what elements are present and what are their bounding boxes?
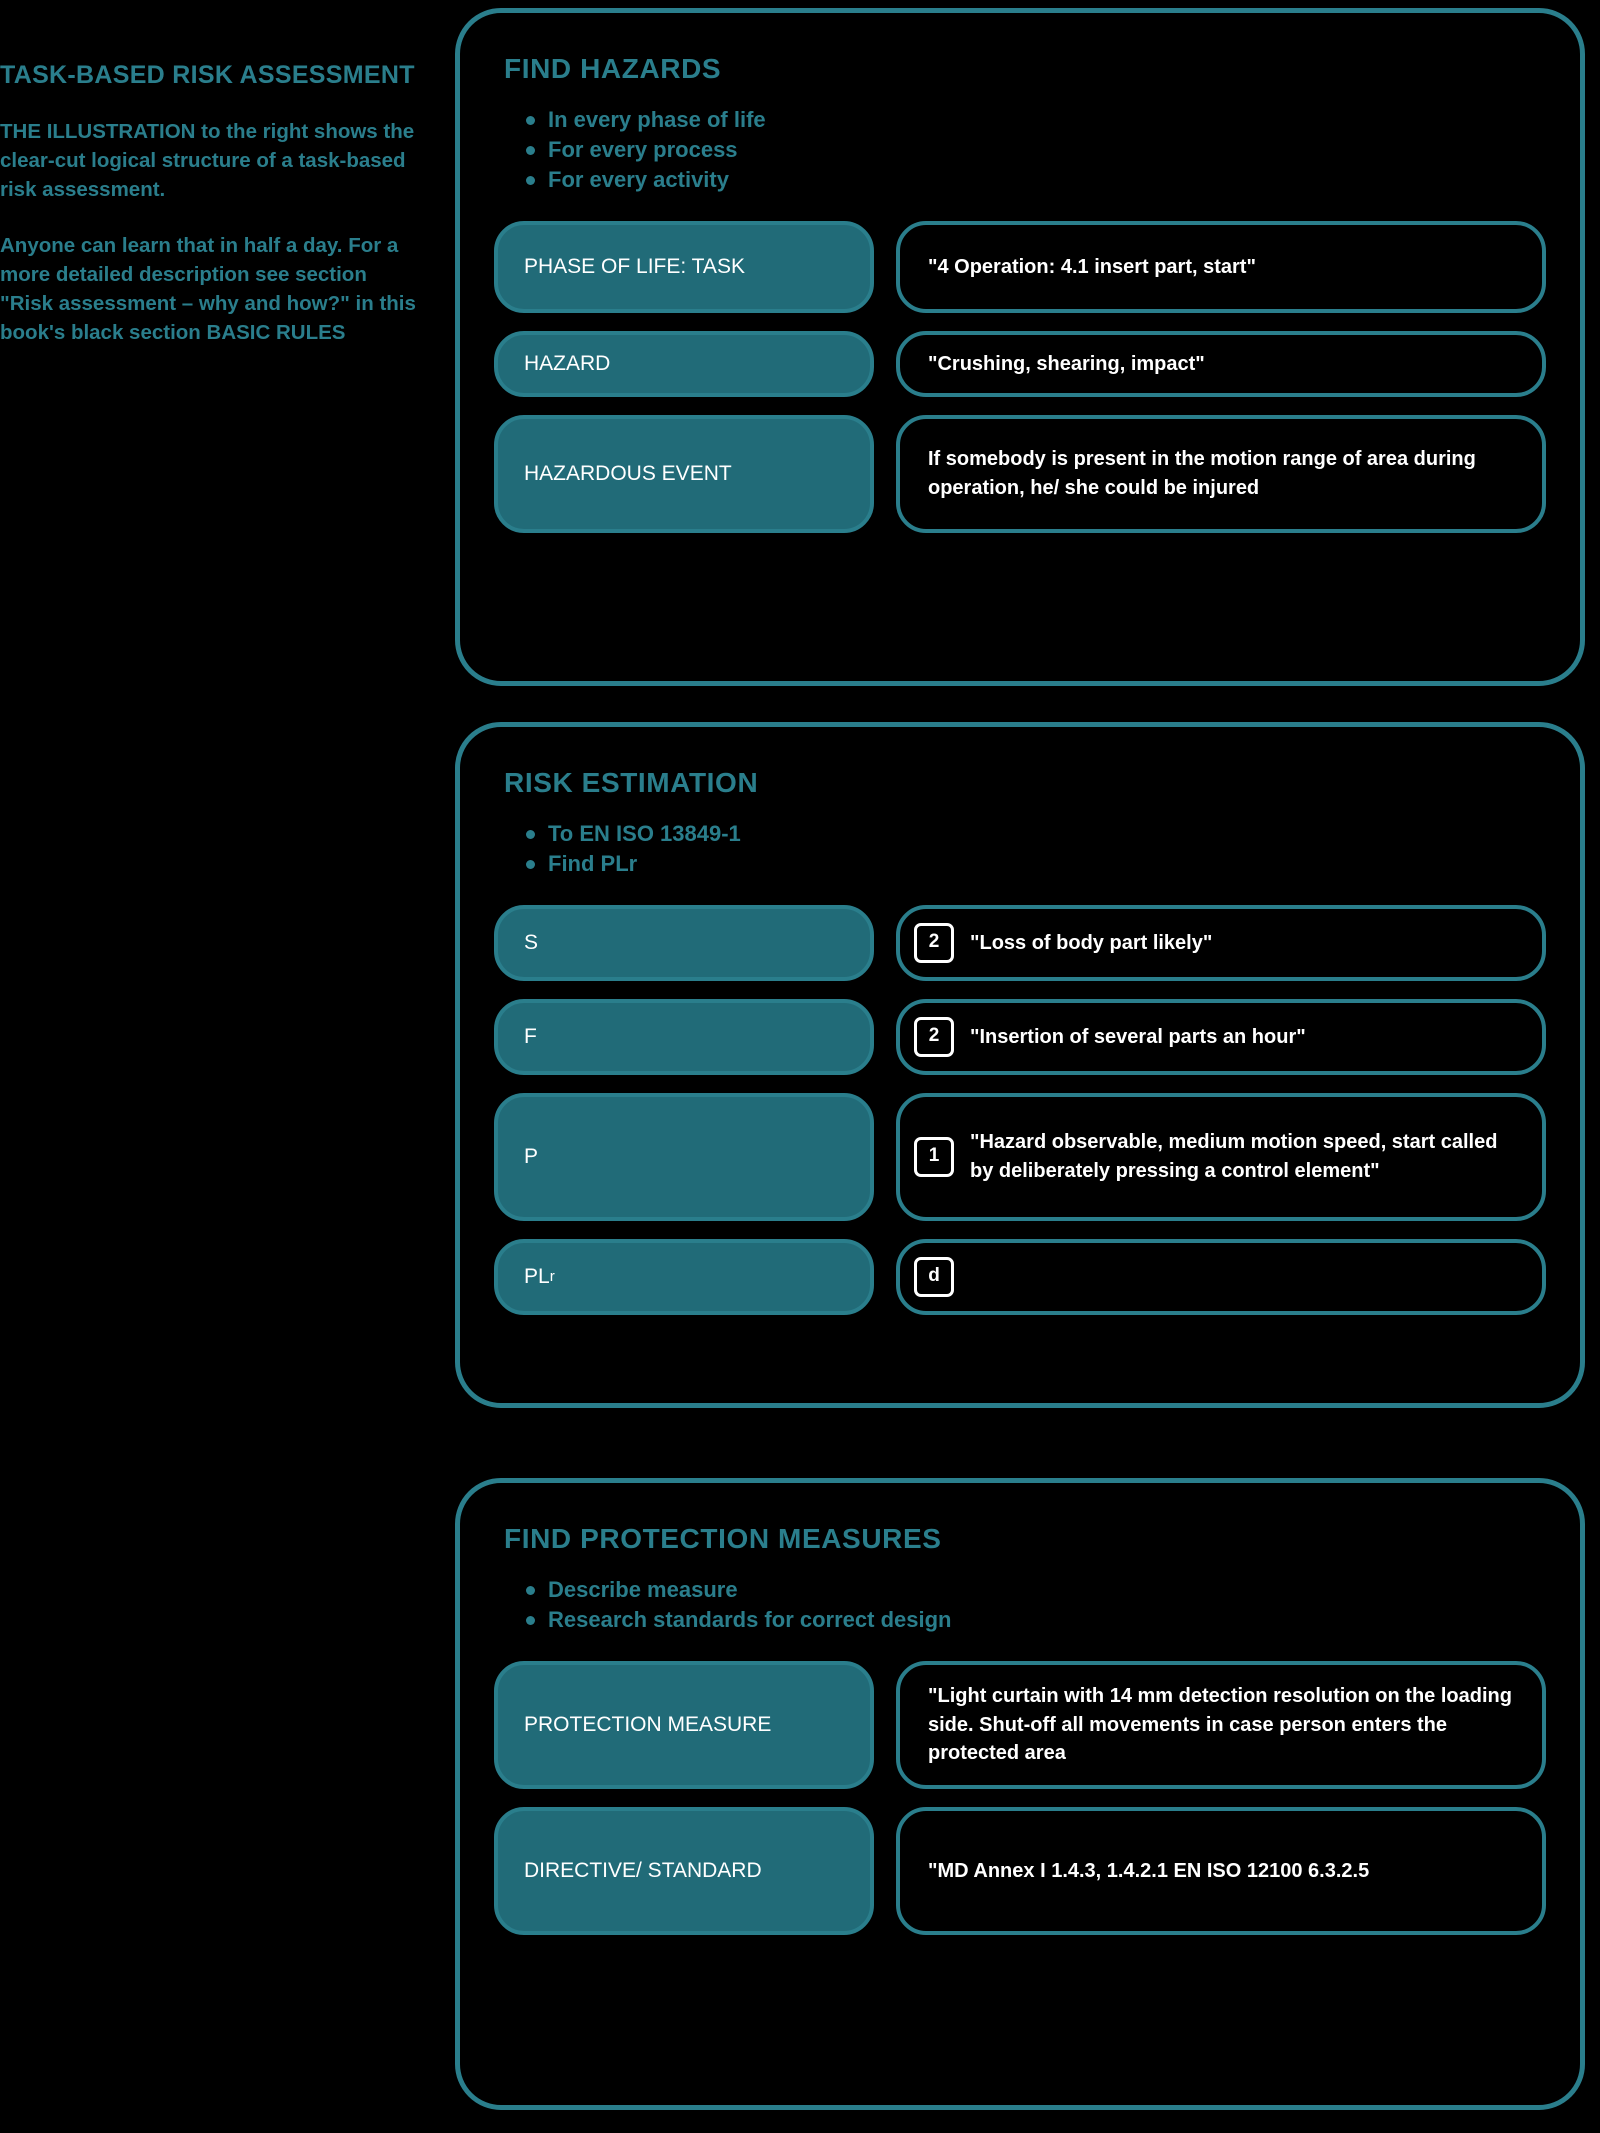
list-item: Describe measure bbox=[522, 1575, 1546, 1605]
table-row bbox=[494, 1093, 1546, 1221]
panel-find-hazards bbox=[455, 8, 1585, 686]
list-item: In every phase of life bbox=[522, 105, 1546, 135]
row-value: "Hazard observable, medium motion speed, start called by deliberately pressing a control element" bbox=[970, 1131, 1498, 1182]
row-label: DIRECTIVE/ STANDARD bbox=[494, 1807, 874, 1935]
row-value-container bbox=[896, 1093, 1546, 1221]
row-value-container bbox=[896, 999, 1546, 1075]
panel-title: RISK ESTIMATION bbox=[504, 767, 759, 798]
table-row bbox=[494, 905, 1546, 981]
list-item: For every process bbox=[522, 135, 1546, 165]
row-label: PL r bbox=[494, 1239, 874, 1315]
row-value: If somebody is present in the motion range of area during operation, he/ she could be injured bbox=[896, 415, 1546, 533]
panel-title: FIND PROTECTION MEASURES bbox=[504, 1523, 942, 1554]
row-label: P bbox=[494, 1093, 874, 1221]
rating-badge: 2 bbox=[914, 923, 954, 963]
table-row bbox=[494, 1661, 1546, 1789]
row-label: S bbox=[494, 905, 874, 981]
row-label: HAZARDOUS EVENT bbox=[494, 415, 874, 533]
row-value: "Light curtain with 14 mm detection resolution on the loading side. Shut-off all movements in case person enters the protected area bbox=[896, 1661, 1546, 1789]
row-value: "Crushing, shearing, impact" bbox=[896, 331, 1546, 397]
row-label: HAZARD bbox=[494, 331, 874, 397]
row-label: PHASE OF LIFE: TASK bbox=[494, 221, 874, 313]
intro-paragraph-1: THE ILLUSTRATION to the right shows the clear-cut logical structure of a task-based risk assessment. bbox=[0, 120, 415, 202]
row-value: "Loss of body part likely" bbox=[970, 931, 1213, 954]
intro-paragraph-2: Anyone can learn that in half a day. For a more detailed description see section "Risk assessment – why and how?" in this book's black section BASIC RULES bbox=[0, 233, 416, 344]
list-item: Find PLr bbox=[522, 849, 1546, 879]
table-row bbox=[494, 1807, 1546, 1935]
panel-find-protection-measures bbox=[455, 1478, 1585, 2110]
panel-bullet-list bbox=[494, 105, 1546, 195]
table-row bbox=[494, 1239, 1546, 1315]
row-label: PROTECTION MEASURE bbox=[494, 1661, 874, 1789]
intro-column bbox=[0, 60, 420, 373]
table-row bbox=[494, 331, 1546, 397]
rating-badge: 1 bbox=[914, 1137, 954, 1177]
list-item: For every activity bbox=[522, 165, 1546, 195]
list-item: Research standards for correct design bbox=[522, 1605, 1546, 1635]
rating-badge: d bbox=[914, 1257, 954, 1297]
list-item: To EN ISO 13849-1 bbox=[522, 819, 1546, 849]
row-value: "4 Operation: 4.1 insert part, start" bbox=[896, 221, 1546, 313]
rating-badge: 2 bbox=[914, 1017, 954, 1057]
panel-bullet-list bbox=[494, 819, 1546, 879]
row-value-container bbox=[896, 905, 1546, 981]
panel-risk-estimation bbox=[455, 722, 1585, 1408]
row-value: "Insertion of several parts an hour" bbox=[970, 1025, 1306, 1048]
page-title: TASK-BASED RISK ASSESSMENT bbox=[0, 61, 415, 89]
table-row bbox=[494, 221, 1546, 313]
table-row bbox=[494, 415, 1546, 533]
row-value: "MD Annex I 1.4.3, 1.4.2.1 EN ISO 12100 6.3.2.5 bbox=[896, 1807, 1546, 1935]
row-label: F bbox=[494, 999, 874, 1075]
panel-bullet-list bbox=[494, 1575, 1546, 1635]
panel-title: FIND HAZARDS bbox=[504, 53, 722, 84]
table-row bbox=[494, 999, 1546, 1075]
row-value-container bbox=[896, 1239, 1546, 1315]
